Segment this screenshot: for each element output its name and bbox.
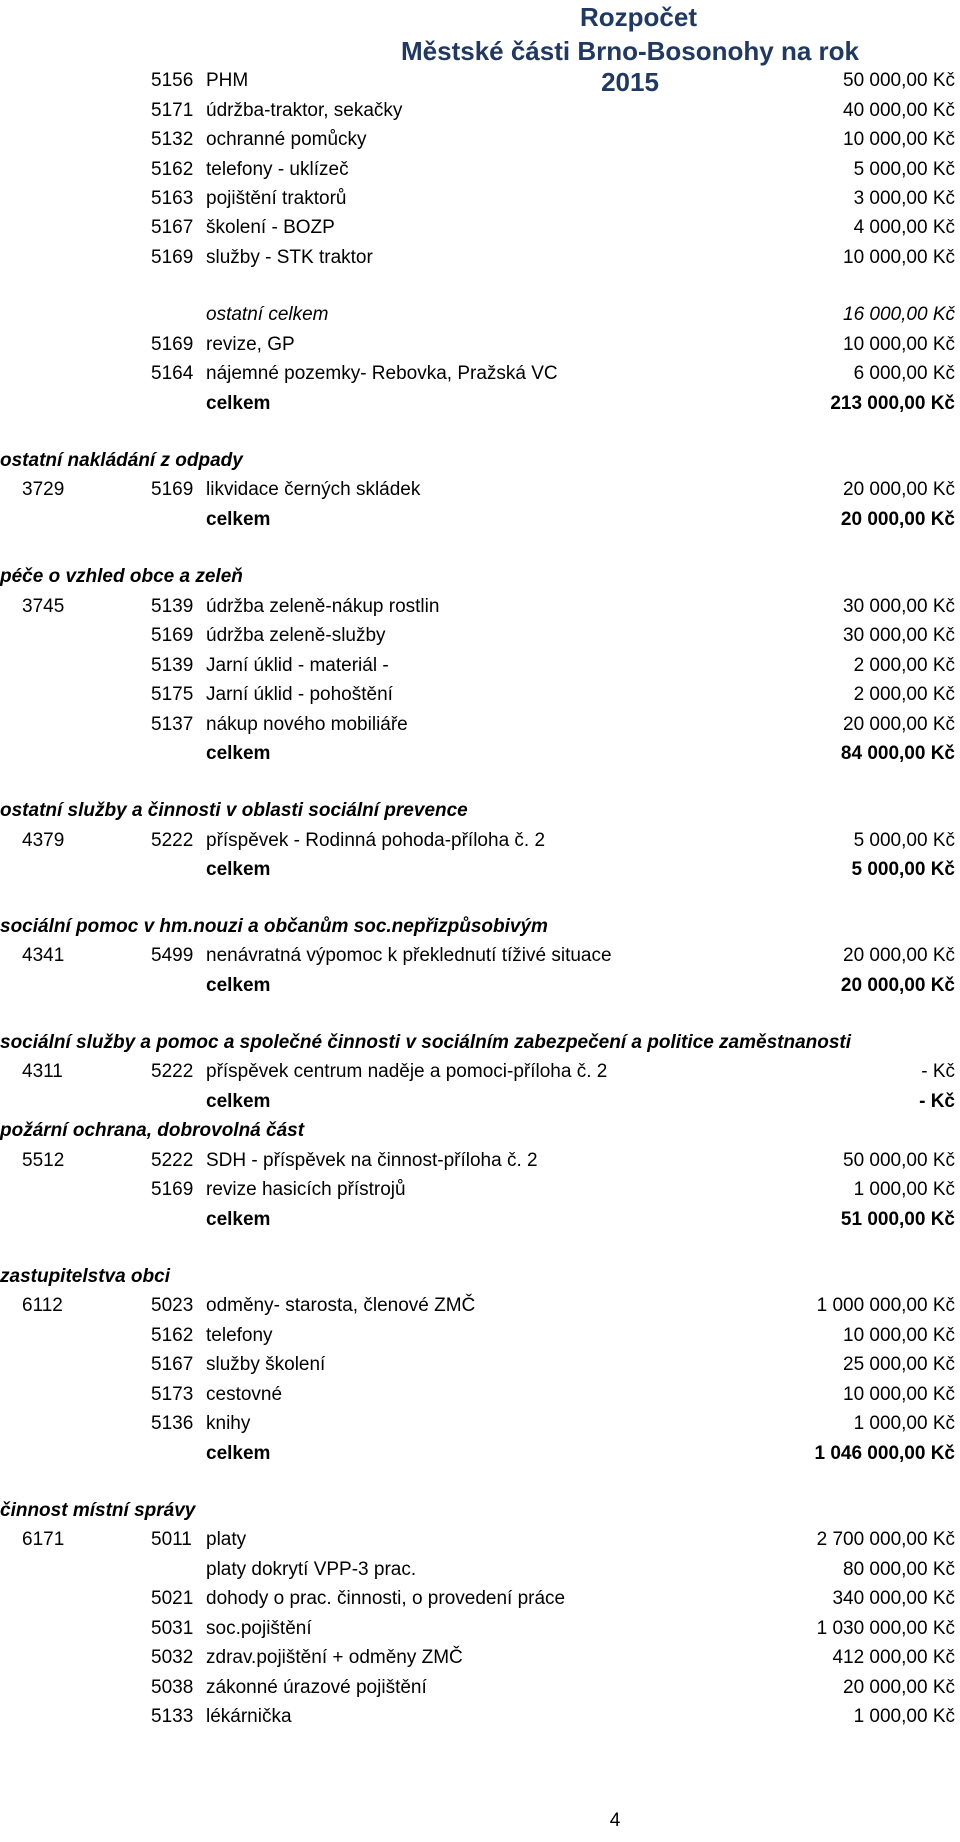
item-description: služby - STK traktor — [206, 247, 373, 268]
subtotal-row — [0, 300, 960, 329]
item-amount: 80 000,00 Kč — [843, 1559, 955, 1580]
item-amount: 1 000,00 Kč — [853, 1706, 955, 1727]
item-description: ostatní celkem — [206, 304, 329, 325]
item-amount: 20 000,00 Kč — [840, 975, 955, 996]
item-code: 5167 — [151, 217, 194, 238]
total-row — [0, 505, 960, 534]
item-description: telefony — [206, 1325, 273, 1346]
item-description: pojištění traktorů — [206, 188, 347, 209]
budget-item-row — [0, 213, 960, 242]
section-header-row — [0, 1496, 960, 1525]
item-amount: 20 000,00 Kč — [840, 509, 955, 530]
section-title: ostatní služby a činnosti v oblasti sociální prevence — [0, 800, 468, 821]
budget-item-row — [0, 125, 960, 154]
budget-item-row — [0, 1380, 960, 1409]
item-code: 5169 — [151, 1179, 194, 1200]
total-row — [0, 971, 960, 1000]
item-amount: 4 000,00 Kč — [853, 217, 955, 238]
item-code: 5132 — [151, 129, 194, 150]
total-label: celkem — [206, 1091, 271, 1112]
total-label: celkem — [206, 1209, 271, 1230]
item-description: PHM — [206, 70, 249, 91]
budget-item-row — [0, 651, 960, 680]
item-amount: 2 700 000,00 Kč — [816, 1529, 955, 1550]
paragraph-code: 4379 — [22, 830, 65, 851]
item-amount: 20 000,00 Kč — [843, 1677, 955, 1698]
item-amount: 30 000,00 Kč — [843, 625, 955, 646]
item-description: služby školení — [206, 1354, 326, 1375]
paragraph-code: 6171 — [22, 1529, 65, 1550]
total-row — [0, 1087, 960, 1116]
budget-item-row — [0, 1321, 960, 1350]
item-amount: 1 030 000,00 Kč — [816, 1618, 955, 1639]
budget-item-row — [0, 1057, 960, 1086]
item-description: údržba zeleně-nákup rostlin — [206, 596, 440, 617]
item-amount: 10 000,00 Kč — [843, 334, 955, 355]
total-label: celkem — [206, 975, 271, 996]
item-code: 5167 — [151, 1354, 194, 1375]
section-header-row — [0, 1116, 960, 1145]
item-amount: 40 000,00 Kč — [843, 100, 955, 121]
item-amount: - Kč — [919, 1091, 955, 1112]
item-description: SDH - příspěvek na činnost-příloha č. 2 — [206, 1150, 538, 1171]
item-code: 5021 — [151, 1588, 194, 1609]
item-code: 5173 — [151, 1384, 194, 1405]
section-title: zastupitelstva obci — [0, 1266, 170, 1287]
item-amount: 3 000,00 Kč — [853, 188, 955, 209]
item-description: knihy — [206, 1413, 251, 1434]
item-amount: 20 000,00 Kč — [843, 714, 955, 735]
item-code: 5164 — [151, 363, 194, 384]
item-code: 5038 — [151, 1677, 194, 1698]
paragraph-code: 4311 — [22, 1061, 63, 1082]
item-amount: 84 000,00 Kč — [840, 743, 955, 764]
item-amount: 10 000,00 Kč — [843, 129, 955, 150]
item-description: revize hasicích přístrojů — [206, 1179, 406, 1200]
budget-item-row — [0, 592, 960, 621]
item-code: 5032 — [151, 1647, 194, 1668]
budget-item-row — [0, 1291, 960, 1320]
item-amount: 340 000,00 Kč — [832, 1588, 955, 1609]
budget-item-row — [0, 621, 960, 650]
item-amount: 5 000,00 Kč — [851, 859, 955, 880]
item-code: 5162 — [151, 1325, 194, 1346]
item-code: 5222 — [151, 1061, 194, 1082]
item-description: nákup nového mobiliáře — [206, 714, 408, 735]
budget-item-row — [0, 1146, 960, 1175]
item-code: 5169 — [151, 334, 194, 355]
document-title: Rozpočet — [580, 2, 697, 32]
item-amount: 10 000,00 Kč — [843, 247, 955, 268]
item-description: revize, GP — [206, 334, 295, 355]
total-label: celkem — [206, 509, 271, 530]
item-description: lékárnička — [206, 1706, 292, 1727]
item-code: 5169 — [151, 247, 194, 268]
item-description: školení - BOZP — [206, 217, 335, 238]
item-amount: 213 000,00 Kč — [830, 393, 955, 414]
section-header-row — [0, 1028, 960, 1057]
total-label: celkem — [206, 859, 271, 880]
item-description: nenávratná výpomoc k překlednutí tíživé situace — [206, 945, 612, 966]
item-code: 5171 — [151, 100, 194, 121]
paragraph-code: 5512 — [22, 1150, 65, 1171]
item-description: platy dokrytí VPP-3 prac. — [206, 1559, 417, 1580]
section-title: ostatní nakládání z odpady — [0, 450, 243, 471]
item-amount: 50 000,00 Kč — [843, 70, 955, 91]
item-amount: 412 000,00 Kč — [832, 1647, 955, 1668]
item-amount: 1 000,00 Kč — [853, 1179, 955, 1200]
item-description: odměny- starosta, členové ZMČ — [206, 1295, 476, 1316]
item-code: 5175 — [151, 684, 194, 705]
item-amount: 2 000,00 Kč — [853, 655, 955, 676]
item-code: 5169 — [151, 625, 194, 646]
item-amount: 5 000,00 Kč — [853, 830, 955, 851]
section-title: sociální služby a pomoc a společné činnosti v sociálním zabezpečení a politice zaměstnanosti — [0, 1032, 852, 1053]
item-description: ochranné pomůcky — [206, 129, 367, 150]
budget-item-row — [0, 1409, 960, 1438]
section-header-row — [0, 1262, 960, 1291]
item-description: údržba-traktor, sekačky — [206, 100, 403, 121]
total-row — [0, 1205, 960, 1234]
item-code: 5222 — [151, 830, 194, 851]
item-code: 5137 — [151, 714, 194, 735]
item-amount: 20 000,00 Kč — [843, 479, 955, 500]
item-amount: 5 000,00 Kč — [853, 159, 955, 180]
item-code: 5499 — [151, 945, 194, 966]
item-code: 5163 — [151, 188, 194, 209]
total-row — [0, 855, 960, 884]
budget-item-row — [0, 66, 960, 95]
budget-item-row — [0, 330, 960, 359]
total-row — [0, 1439, 960, 1468]
budget-item-row — [0, 1702, 960, 1731]
item-code: 5136 — [151, 1413, 194, 1434]
item-amount: 20 000,00 Kč — [843, 945, 955, 966]
budget-item-row — [0, 1525, 960, 1554]
section-header-row — [0, 562, 960, 591]
item-amount: 50 000,00 Kč — [843, 1150, 955, 1171]
paragraph-code: 4341 — [22, 945, 65, 966]
section-title: činnost místní správy — [0, 1500, 196, 1521]
paragraph-code: 3745 — [22, 596, 65, 617]
budget-item-row — [0, 1584, 960, 1613]
item-description: platy — [206, 1529, 247, 1550]
item-amount: 1 000,00 Kč — [853, 1413, 955, 1434]
section-header-row — [0, 796, 960, 825]
item-description: údržba zeleně-služby — [206, 625, 386, 646]
budget-item-row — [0, 680, 960, 709]
item-description: zákonné úrazové pojištění — [206, 1677, 427, 1698]
item-code: 5031 — [151, 1618, 194, 1639]
budget-item-row — [0, 1643, 960, 1672]
item-description: nájemné pozemky- Rebovka, Pražská VC — [206, 363, 558, 384]
item-amount: 51 000,00 Kč — [840, 1209, 955, 1230]
total-label: celkem — [206, 743, 271, 764]
budget-item-row — [0, 475, 960, 504]
item-code: 5139 — [151, 596, 194, 617]
item-amount: 2 000,00 Kč — [853, 684, 955, 705]
item-code: 5133 — [151, 1706, 194, 1727]
paragraph-code: 3729 — [22, 479, 65, 500]
total-row — [0, 389, 960, 418]
item-amount: 1 000 000,00 Kč — [816, 1295, 955, 1316]
item-code: 5156 — [151, 70, 194, 91]
paragraph-code: 6112 — [22, 1295, 63, 1316]
budget-item-row — [0, 155, 960, 184]
budget-item-row — [0, 243, 960, 272]
budget-item-row — [0, 1350, 960, 1379]
section-title: péče o vzhled obce a zeleň — [0, 566, 243, 587]
budget-item-row — [0, 1614, 960, 1643]
total-label: celkem — [206, 393, 271, 414]
item-description: telefony - uklízeč — [206, 159, 349, 180]
item-code: 5023 — [151, 1295, 194, 1316]
budget-item-row — [0, 941, 960, 970]
item-description: Jarní úklid - materiál - — [206, 655, 389, 676]
item-code: 5169 — [151, 479, 194, 500]
item-amount: 25 000,00 Kč — [843, 1354, 955, 1375]
item-amount: 10 000,00 Kč — [843, 1384, 955, 1405]
item-code: 5139 — [151, 655, 194, 676]
item-code: 5011 — [151, 1529, 192, 1550]
budget-item-row — [0, 1673, 960, 1702]
item-description: cestovné — [206, 1384, 283, 1405]
item-description: Jarní úklid - pohoštění — [206, 684, 393, 705]
budget-item-row — [0, 96, 960, 125]
section-header-row — [0, 446, 960, 475]
section-title: sociální pomoc v hm.nouzi a občanům soc.nepřizpůsobivým — [0, 916, 548, 937]
page-number: 4 — [609, 1810, 621, 1831]
item-description: příspěvek centrum naděje a pomoci-příloha č. 2 — [206, 1061, 608, 1082]
section-header-row — [0, 912, 960, 941]
item-amount: 16 000,00 Kč — [843, 304, 955, 325]
budget-item-row — [0, 359, 960, 388]
budget-item-row — [0, 1555, 960, 1584]
item-amount: - Kč — [921, 1061, 955, 1082]
budget-item-row — [0, 1175, 960, 1204]
total-row — [0, 739, 960, 768]
item-description: příspěvek - Rodinná pohoda-příloha č. 2 — [206, 830, 546, 851]
document-subtitle: Městské části Brno-Bosonohy na rok 2015 — [401, 36, 859, 97]
item-description: zdrav.pojištění + odměny ZMČ — [206, 1647, 463, 1668]
item-description: likvidace černých skládek — [206, 479, 421, 500]
item-code: 5162 — [151, 159, 194, 180]
item-description: dohody o prac. činnosti, o provedení práce — [206, 1588, 566, 1609]
item-amount: 30 000,00 Kč — [843, 596, 955, 617]
budget-item-row — [0, 826, 960, 855]
item-description: soc.pojištění — [206, 1618, 312, 1639]
item-amount: 1 046 000,00 Kč — [814, 1443, 955, 1464]
budget-item-row — [0, 184, 960, 213]
item-code: 5222 — [151, 1150, 194, 1171]
item-amount: 6 000,00 Kč — [853, 363, 955, 384]
budget-item-row — [0, 710, 960, 739]
item-amount: 10 000,00 Kč — [843, 1325, 955, 1346]
section-title: požární ochrana, dobrovolná část — [0, 1120, 305, 1141]
total-label: celkem — [206, 1443, 271, 1464]
